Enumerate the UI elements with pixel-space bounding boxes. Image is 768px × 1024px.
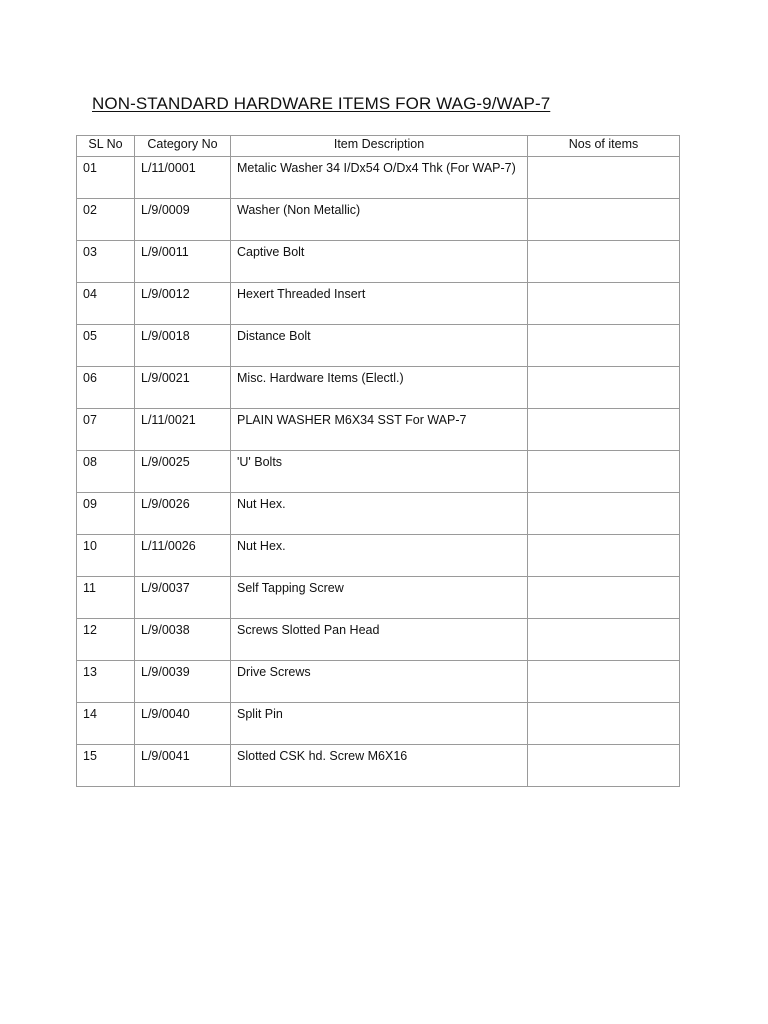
cell-sl-no: 03 — [77, 241, 135, 283]
cell-item-description: Nut Hex. — [231, 535, 528, 577]
cell-nos-of-items — [528, 409, 680, 451]
cell-item-description: Captive Bolt — [231, 241, 528, 283]
cell-nos-of-items — [528, 157, 680, 199]
table-row — [77, 325, 680, 367]
cell-sl-no: 01 — [77, 157, 135, 199]
table-row — [77, 535, 680, 577]
cell-nos-of-items — [528, 661, 680, 703]
document-title: NON-STANDARD HARDWARE ITEMS FOR WAG-9/WAP-7 — [92, 94, 551, 113]
header-sl-no: SL No — [77, 136, 135, 157]
cell-sl-no: 02 — [77, 199, 135, 241]
table-row — [77, 619, 680, 661]
table-row — [77, 493, 680, 535]
table-body — [77, 157, 680, 787]
cell-sl-no: 11 — [77, 577, 135, 619]
header-category-no: Category No — [135, 136, 231, 157]
cell-sl-no: 10 — [77, 535, 135, 577]
cell-nos-of-items — [528, 451, 680, 493]
cell-nos-of-items — [528, 367, 680, 409]
cell-sl-no: 06 — [77, 367, 135, 409]
cell-item-description: Screws Slotted Pan Head — [231, 619, 528, 661]
table-row — [77, 199, 680, 241]
cell-item-description: 'U' Bolts — [231, 451, 528, 493]
cell-item-description: Washer (Non Metallic) — [231, 199, 528, 241]
table-row — [77, 283, 680, 325]
cell-sl-no: 08 — [77, 451, 135, 493]
cell-category-no: L/11/0026 — [135, 535, 231, 577]
cell-sl-no: 05 — [77, 325, 135, 367]
cell-item-description: Self Tapping Screw — [231, 577, 528, 619]
table-row — [77, 367, 680, 409]
cell-category-no: L/9/0039 — [135, 661, 231, 703]
table-row — [77, 661, 680, 703]
hardware-items-table — [76, 135, 680, 787]
cell-category-no: L/9/0026 — [135, 493, 231, 535]
cell-item-description: Hexert Threaded Insert — [231, 283, 528, 325]
cell-category-no: L/11/0021 — [135, 409, 231, 451]
table-row — [77, 745, 680, 787]
table-header — [77, 136, 680, 157]
cell-category-no: L/9/0041 — [135, 745, 231, 787]
cell-category-no: L/9/0018 — [135, 325, 231, 367]
cell-category-no: L/9/0025 — [135, 451, 231, 493]
cell-nos-of-items — [528, 745, 680, 787]
cell-category-no: L/9/0038 — [135, 619, 231, 661]
cell-sl-no: 15 — [77, 745, 135, 787]
cell-item-description: Metalic Washer 34 I/Dx54 O/Dx4 Thk (For WAP-7) — [231, 157, 528, 199]
cell-nos-of-items — [528, 535, 680, 577]
header-row — [77, 136, 680, 157]
cell-category-no: L/9/0040 — [135, 703, 231, 745]
table-row — [77, 409, 680, 451]
table-row — [77, 157, 680, 199]
cell-category-no: L/9/0021 — [135, 367, 231, 409]
cell-category-no: L/11/0001 — [135, 157, 231, 199]
cell-nos-of-items — [528, 325, 680, 367]
cell-item-description: Split Pin — [231, 703, 528, 745]
cell-category-no: L/9/0012 — [135, 283, 231, 325]
cell-nos-of-items — [528, 241, 680, 283]
cell-nos-of-items — [528, 199, 680, 241]
cell-nos-of-items — [528, 703, 680, 745]
cell-nos-of-items — [528, 283, 680, 325]
table-row — [77, 577, 680, 619]
cell-item-description: Misc. Hardware Items (Electl.) — [231, 367, 528, 409]
cell-sl-no: 09 — [77, 493, 135, 535]
cell-sl-no: 14 — [77, 703, 135, 745]
cell-category-no: L/9/0011 — [135, 241, 231, 283]
cell-item-description: Nut Hex. — [231, 493, 528, 535]
cell-item-description: Drive Screws — [231, 661, 528, 703]
cell-nos-of-items — [528, 619, 680, 661]
cell-sl-no: 13 — [77, 661, 135, 703]
cell-category-no: L/9/0009 — [135, 199, 231, 241]
cell-nos-of-items — [528, 493, 680, 535]
table-row — [77, 241, 680, 283]
cell-item-description: PLAIN WASHER M6X34 SST For WAP-7 — [231, 409, 528, 451]
cell-nos-of-items — [528, 577, 680, 619]
header-item-description: Item Description — [231, 136, 528, 157]
cell-sl-no: 04 — [77, 283, 135, 325]
cell-sl-no: 07 — [77, 409, 135, 451]
header-nos-of-items: Nos of items — [528, 136, 680, 157]
cell-category-no: L/9/0037 — [135, 577, 231, 619]
table-row — [77, 703, 680, 745]
cell-item-description: Slotted CSK hd. Screw M6X16 — [231, 745, 528, 787]
cell-item-description: Distance Bolt — [231, 325, 528, 367]
table-row — [77, 451, 680, 493]
cell-sl-no: 12 — [77, 619, 135, 661]
